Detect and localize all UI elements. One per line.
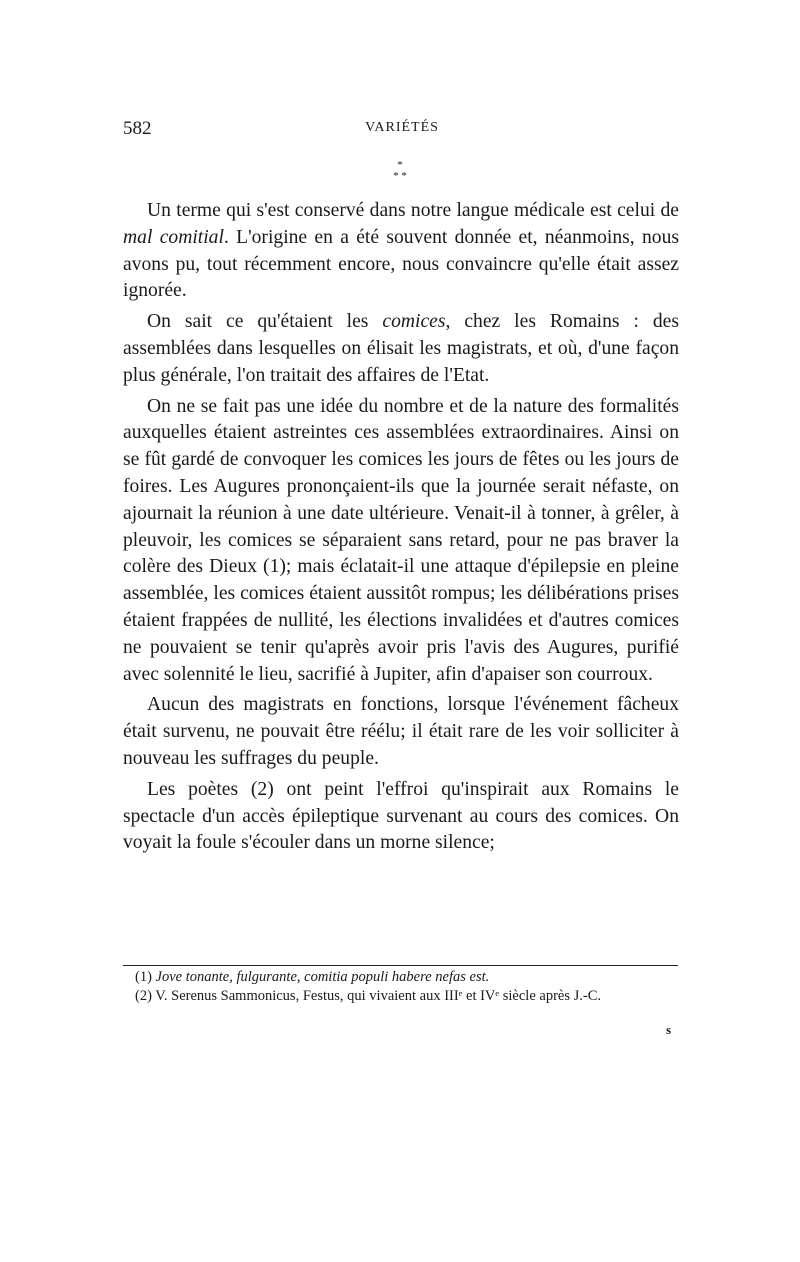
- body-text: [123, 198, 679, 861]
- footnote-marker: (2): [135, 988, 156, 1004]
- paragraph: [123, 394, 679, 689]
- paragraph-text: . L'origine en a été souvent donnée et, néanmoins, nous avons pu, tout récemment encore, nous convaincre qu'elle était assez ignorée.: [123, 226, 679, 302]
- paragraph-text: , chez les Romains : des assemblées dans lesquelles on élisait les magistrats, et où, d'une façon plus générale, l'on traitait des affaires de l'Etat.: [123, 311, 680, 386]
- running-head: VARIÉTÉS: [365, 120, 439, 135]
- footnote-text: V. Serenus Sammonicus, Festus, qui vivaient aux IIIᵉ et IVᵉ siècle après J.-C.: [155, 988, 601, 1004]
- italic-term: mal comitial: [123, 226, 224, 248]
- paragraph: [123, 198, 679, 305]
- footnote-italic: Jove tonante, fulgurante, comitia populi habere nefas est.: [155, 969, 490, 985]
- paragraph-text: Un terme qui s'est conservé dans notre langue médicale est celui de: [147, 200, 679, 221]
- footnote: [123, 987, 679, 1006]
- paragraph-text: On sait ce qu'étaient les: [147, 311, 383, 333]
- paragraph: [123, 777, 679, 857]
- page-number: 582: [123, 118, 152, 139]
- asterism-top: *: [397, 159, 403, 171]
- paragraph-text: On ne se fait pas une idée du nombre et de la nature des formalités auxquelles étaient astreintes ces assemblées extraordinaires. Ainsi on se fût gardé de convoquer les comices les jours de fêtes ou les jours de foires. Les Augures prononçaient-ils que la journée serait néfaste, on ajournait la réunion à une date ultérieure. Venait-il à tonner, à grêler, à pleuvoir, les comices se séparaient sans retard, pour ne pas braver la colère des Dieux (1); mais éclatait-il une attaque d'épilepsie en pleine assemblée, les comices étaient aussitôt rompus; les délibérations prises étaient frappées de nullité, les élections invalidées et d'autres comices ne pouvaient se tenir qu'après avoir pris l'avis des Augures, purifié avec solennité le lieu, sacrifié à Jupiter, afin d'apaiser son courroux.: [123, 395, 679, 685]
- footnote-rule: [123, 965, 678, 966]
- paragraph: [123, 692, 679, 772]
- paragraph-text: Aucun des magistrats en fonctions, lorsque l'événement fâcheux était survenu, ne pouvait être réélu; il était rare de les voir solliciter à nouveau les suffrages du peuple.: [123, 694, 679, 769]
- footnote-marker: (1): [135, 969, 156, 985]
- footnotes: [123, 968, 679, 1006]
- paragraph: [123, 309, 679, 389]
- page-header: [123, 118, 681, 142]
- signature-mark: s: [666, 1022, 672, 1037]
- paragraph-text: Les poètes (2) ont peint l'effroi qu'inspirait aux Romains le spectacle d'un accès épileptique survenant au cours des comices. On voyait la foule s'écouler dans un morne silence;: [123, 778, 679, 854]
- asterism: [0, 160, 800, 182]
- asterism-bottom: * *: [393, 170, 407, 182]
- footnote: [123, 968, 679, 987]
- italic-term: comices: [382, 311, 446, 333]
